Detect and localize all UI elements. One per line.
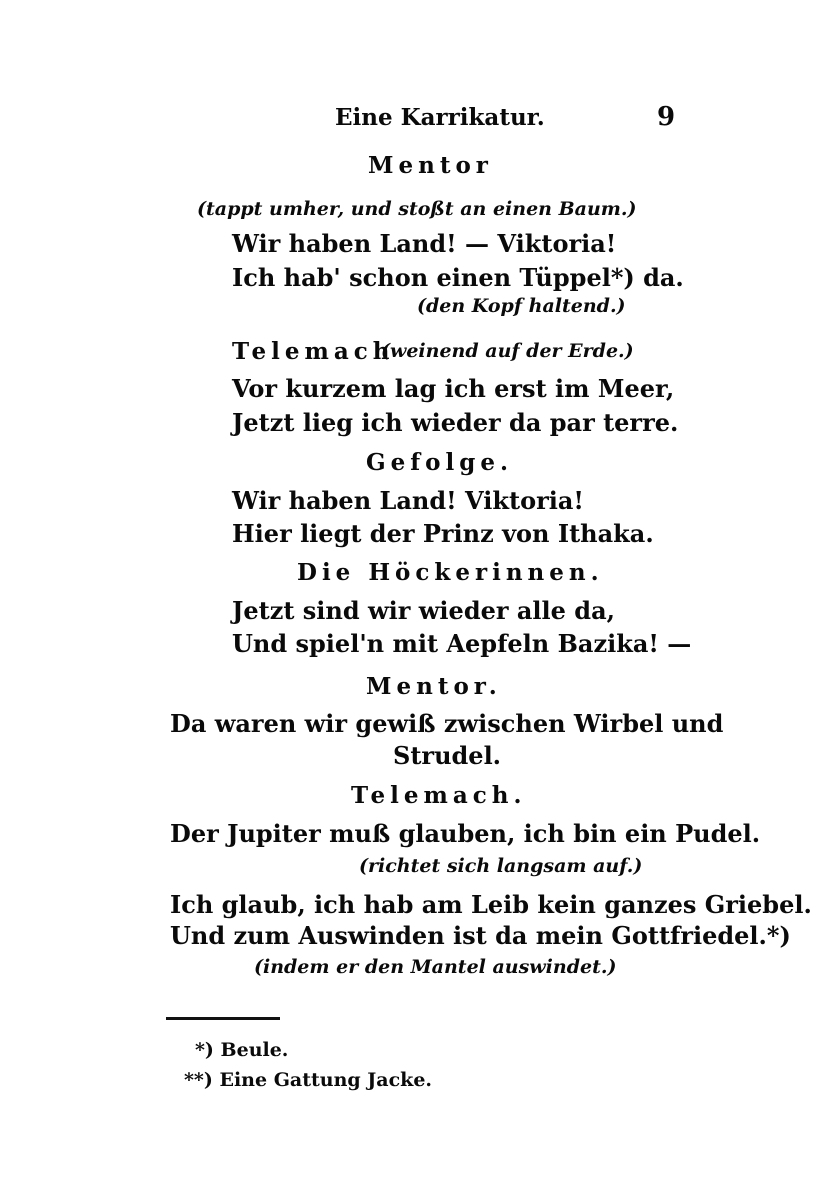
stage-direction: (richtet sich langsam auf.) [359,855,643,877]
verse-line: Ich hab' schon einen Tüppel*) da. [232,263,684,292]
verse-line: Und spiel'n mit Aepfeln Bazika! — [232,629,692,658]
speaker-telemach: Telemach [232,338,395,365]
speaker-mentor: Mentor [368,152,493,179]
verse-line: Wir haben Land! Viktoria! [232,486,584,515]
stage-direction: (weinend auf der Erde.) [381,340,634,362]
verse-line: Vor kurzem lag ich erst im Meer, [232,374,675,403]
verse-line: Ich glaub, ich hab am Leib kein ganzes Griebel. [170,890,812,919]
stage-direction: (tappt umher, und stoßt an einen Baum.) [197,198,637,220]
verse-line: Strudel. [393,741,502,770]
verse-line: Hier liegt der Prinz von Ithaka. [232,519,654,548]
running-header: Eine Karrikatur. [335,104,545,131]
verse-line: Der Jupiter muß glauben, ich bin ein Pudel. [170,819,761,848]
stage-direction: (indem er den Mantel auswindet.) [254,956,617,978]
page-number: 9 [657,102,676,132]
verse-line: Und zum Auswinden ist da mein Gottfriedel.*) [170,921,791,950]
verse-line: Jetzt lieg ich wieder da par terre. [232,408,679,437]
verse-line: Da waren wir gewiß zwischen Wirbel und [170,709,724,738]
speaker-mentor: Mentor. [366,673,502,700]
footnote-rule [166,1017,280,1020]
footnote: **) Eine Gattung Jacke. [184,1069,433,1091]
footnote: *) Beule. [195,1039,289,1061]
verse-line: Wir haben Land! — Viktoria! [232,229,617,258]
speaker-gefolge: Gefolge. [366,449,513,476]
verse-line: Jetzt sind wir wieder alle da, [232,596,615,625]
stage-direction: (den Kopf haltend.) [417,295,626,317]
speaker-telemach: Telemach. [351,782,527,809]
speaker-hoeckerinnen: Die Höckerinnen. [297,559,604,586]
